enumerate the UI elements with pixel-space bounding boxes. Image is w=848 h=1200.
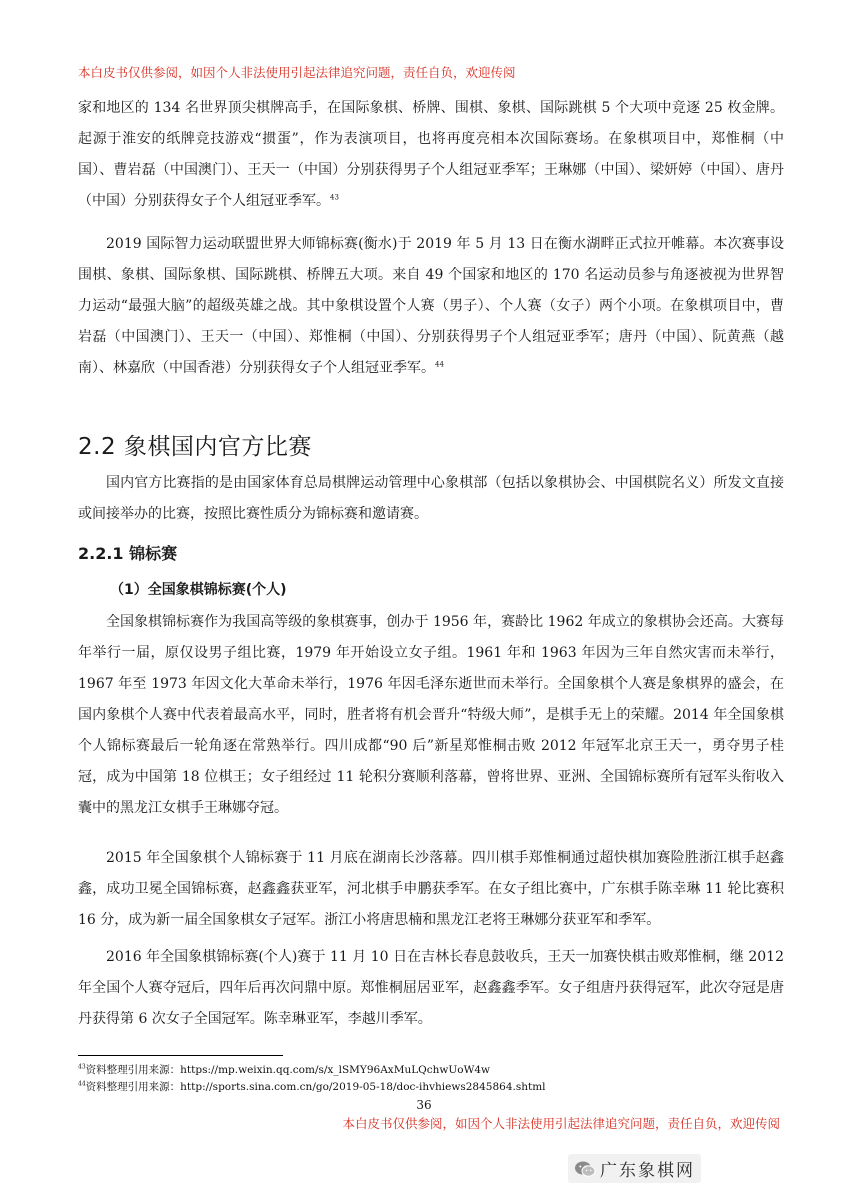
paragraph-international-results — [78, 93, 784, 217]
paragraph-hengshui-masters — [78, 229, 784, 384]
footnote-43 — [78, 1062, 490, 1077]
paragraph-domestic-intro: 国内官方比赛指的是由国家体育总局棋牌运动管理中心象棋部（包括以象棋协会、中国棋院名义）所发文直接或间接举办的比赛，按照比赛性质分为锦标赛和邀请赛。 — [78, 475, 784, 522]
watermark-text: 广东象棋网 — [600, 1161, 695, 1181]
watermark — [568, 1154, 701, 1183]
section-heading: 2.2 象棋国内官方比赛 — [78, 434, 312, 460]
footnote-44 — [78, 1079, 546, 1094]
header-disclaimer: 本白皮书仅供参阅，如因个人非法使用引起法律追究问题，责任自负，欢迎传阅 — [78, 65, 516, 80]
footnote-text: 资料整理引用来源：https://mp.weixin.qq.com/s/x_lSMY96AxMuLQchwUoW4w — [85, 1064, 491, 1076]
footnote-number: 43 — [78, 1063, 86, 1071]
page-number: 36 — [416, 1098, 432, 1112]
footnote-number: 44 — [78, 1080, 86, 1088]
footnote-divider — [78, 1055, 283, 1056]
subsubsection-heading: （1）全国象棋锦标赛(个人) — [110, 582, 287, 598]
paragraph-text: 家和地区的 134 名世界顶尖棋牌高手，在国际象棋、桥牌、围棋、象棋、国际跳棋 5 个大项中竞逐 25 枚金牌。起源于淮安的纸牌竞技游戏“掼蛋”，作为表演项目，也将再度亮相本次国际赛场。在象棋项目中，郑惟桐（中国）、曹岩磊（中国澳门）、王天一（中国）分别获得男子个人组冠亚季军；王琳娜（中国）、梁妍婷（中国）、唐丹（中国）分别获得女子个人组冠亚季军。 — [78, 100, 784, 209]
paragraph-2016-championship: 2016 年全国象棋锦标赛(个人)赛于 11 月 10 日在吉林长春息鼓收兵，王天一加赛快棋击败郑惟桐，继 2012 年全国个人赛夺冠后，四年后再次问鼎中原。郑惟桐屈居亚军，赵鑫鑫季军。女子组唐丹获得冠军，此次夺冠是唐丹获得第 6 次女子全国冠军。陈幸琳亚军，李越川季军。 — [78, 949, 784, 1027]
wechat-icon — [574, 1160, 596, 1178]
footnote-ref-44[interactable]: 44 — [435, 360, 444, 369]
paragraph-2015-championship: 2015 年全国象棋个人锦标赛于 11 月底在湖南长沙落幕。四川棋手郑惟桐通过超快棋加赛险胜浙江棋手赵鑫鑫，成功卫冕全国锦标赛，赵鑫鑫获亚军，河北棋手申鹏获季军。在女子组比赛中，广东棋手陈幸琳 11 轮比赛积 16 分，成为新一届全国象棋女子冠军。浙江小将唐思楠和黑龙江老将王琳娜分获亚军和季军。 — [78, 850, 784, 928]
paragraph-text: 2019 国际智力运动联盟世界大师锦标赛(衡水)于 2019 年 5 月 13 日在衡水湖畔正式拉开帷幕。本次赛事设围棋、象棋、国际象棋、国际跳棋、桥牌五大项。来自 49 个国家和地区的 170 名运动员参与角逐被视为世界智力运动“最强大脑”的超级英雄之战。其中象棋设置个人赛（男子）、个人赛（女子）两个小项。在象棋项目中，曹岩磊（中国澳门）、王天一（中国）、郑惟桐（中国）、分别获得男子个人组冠亚季军；唐丹（中国）、阮黄燕（越南）、林嘉欣（中国香港）分别获得女子个人组冠亚季军。 — [78, 236, 784, 376]
paragraph-national-championship: 全国象棋锦标赛作为我国高等级的象棋赛事，创办于 1956 年，赛龄比 1962 年成立的象棋协会还高。大赛每年举行一届，原仅设男子组比赛，1979 年开始设立女子组。1961 年和 1963 年因为三年自然灾害而未举行，1967 年至 1973 年因文化大革命未举行，1976 年因毛泽东逝世而未举行。全国象棋个人赛是象棋界的盛会，在国内象棋个人赛中代表着最高水平，同时，胜者将有机会晋升“特级大师”，是棋手无上的荣耀。2014 年全国象棋个人锦标赛最后一轮角逐在常熟举行。四川成都“90 后”新星郑惟桐击败 2012 年冠军北京王天一，勇夺男子桂冠，成为中国第 18 位棋王；女子组经过 11 轮积分赛顺利落幕，曾将世界、亚洲、全国锦标赛所有冠军头衔收入囊中的黑龙江女棋手王琳娜夺冠。 — [78, 614, 784, 816]
footer-disclaimer: 本白皮书仅供参阅，如因个人非法使用引起法律追究问题，责任自负，欢迎传阅 — [342, 1116, 780, 1131]
footnote-ref-43[interactable]: 43 — [330, 193, 339, 202]
footnote-text: 资料整理引用来源：http://sports.sina.com.cn/go/2019-05-18/doc-ihvhiews2845864.shtml — [85, 1081, 546, 1093]
subsection-heading: 2.2.1 锦标赛 — [78, 544, 178, 563]
